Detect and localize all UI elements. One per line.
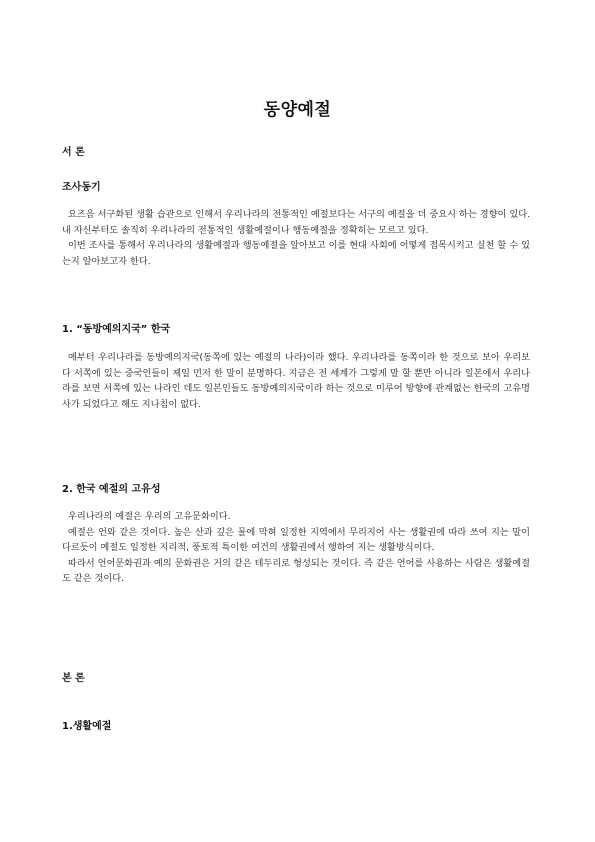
section2-paragraph-2: 예절은 언와 같은 것이다. 높은 산과 깊은 물에 막혀 일정한 지역에서 무리지어 사는 생활권에 따라 쓰여 지는 말이 다르듯이 예절도 일정한 지리적, 풍토적 특이한 여건의 생활권에서 행하여 지는 생활방식이다.	[62, 526, 530, 553]
section1-paragraph-1: 예부터 우리나라를 동방예의지국(동쪽에 있는 예절의 나라)이라 했다. 우리나라를 동쪽이라 한 것으로 보아 우리보다 서쪽에 있는 중국인들이 제일 먼저 한 말이 분명하다. 지금은 전 세계가 그렇게 말 할 뿐만 아니라 일본에서 우리나라를 보면 서쪽에 있는 나라인 데도 일본인들도 동방예의지국이라 하는 것으로 미루어 방향에 관계없는 한국의 고유명사가 되었다고 해도 지나침이 없다.	[62, 352, 530, 410]
intro-paragraph-1: 요즈음 서구화된 생활 습관으로 인해서 우리나라의 전통적인 예절보다는 서구의 예절을 더 중요시 하는 경향이 있다. 내 자신부터도 솔직히 우리나라의 전통적인 생활예절이나 행동예절을 정확히는 모르고 있다.	[62, 209, 530, 236]
intro-paragraph-2: 이번 조사를 통해서 우리나라의 생활예절과 행동예절을 알아보고 이를 현대 사회에 어떻게 접목시키고 실천 할 수 있는지 알아보고자 한다.	[62, 240, 530, 267]
intro-heading: 서 론	[62, 147, 85, 158]
intro-paragraph-block	[62, 207, 530, 269]
intro-subheading: 조사동기	[62, 182, 101, 193]
section2-paragraph-block	[62, 509, 530, 587]
section2-paragraph-3: 따라서 언어문화권과 예의 문화권은 거의 같은 테두리로 형성되는 것이다. 즉 같은 언어를 사용하는 사람은 생활예절도 같은 것이다.	[62, 557, 530, 584]
section1-heading: 1. “동방예의지국” 한국	[62, 324, 171, 335]
section2-heading: 2. 한국 예절의 고유성	[62, 484, 161, 495]
body-heading: 본 론	[62, 673, 85, 684]
section2-paragraph-1: 우리나라의 예절은 우리의 고유문화이다.	[68, 511, 231, 522]
body-subheading: 1.생활예절	[62, 721, 112, 732]
section1-paragraph-block	[62, 350, 530, 412]
document-title: 동양예절	[263, 100, 332, 120]
